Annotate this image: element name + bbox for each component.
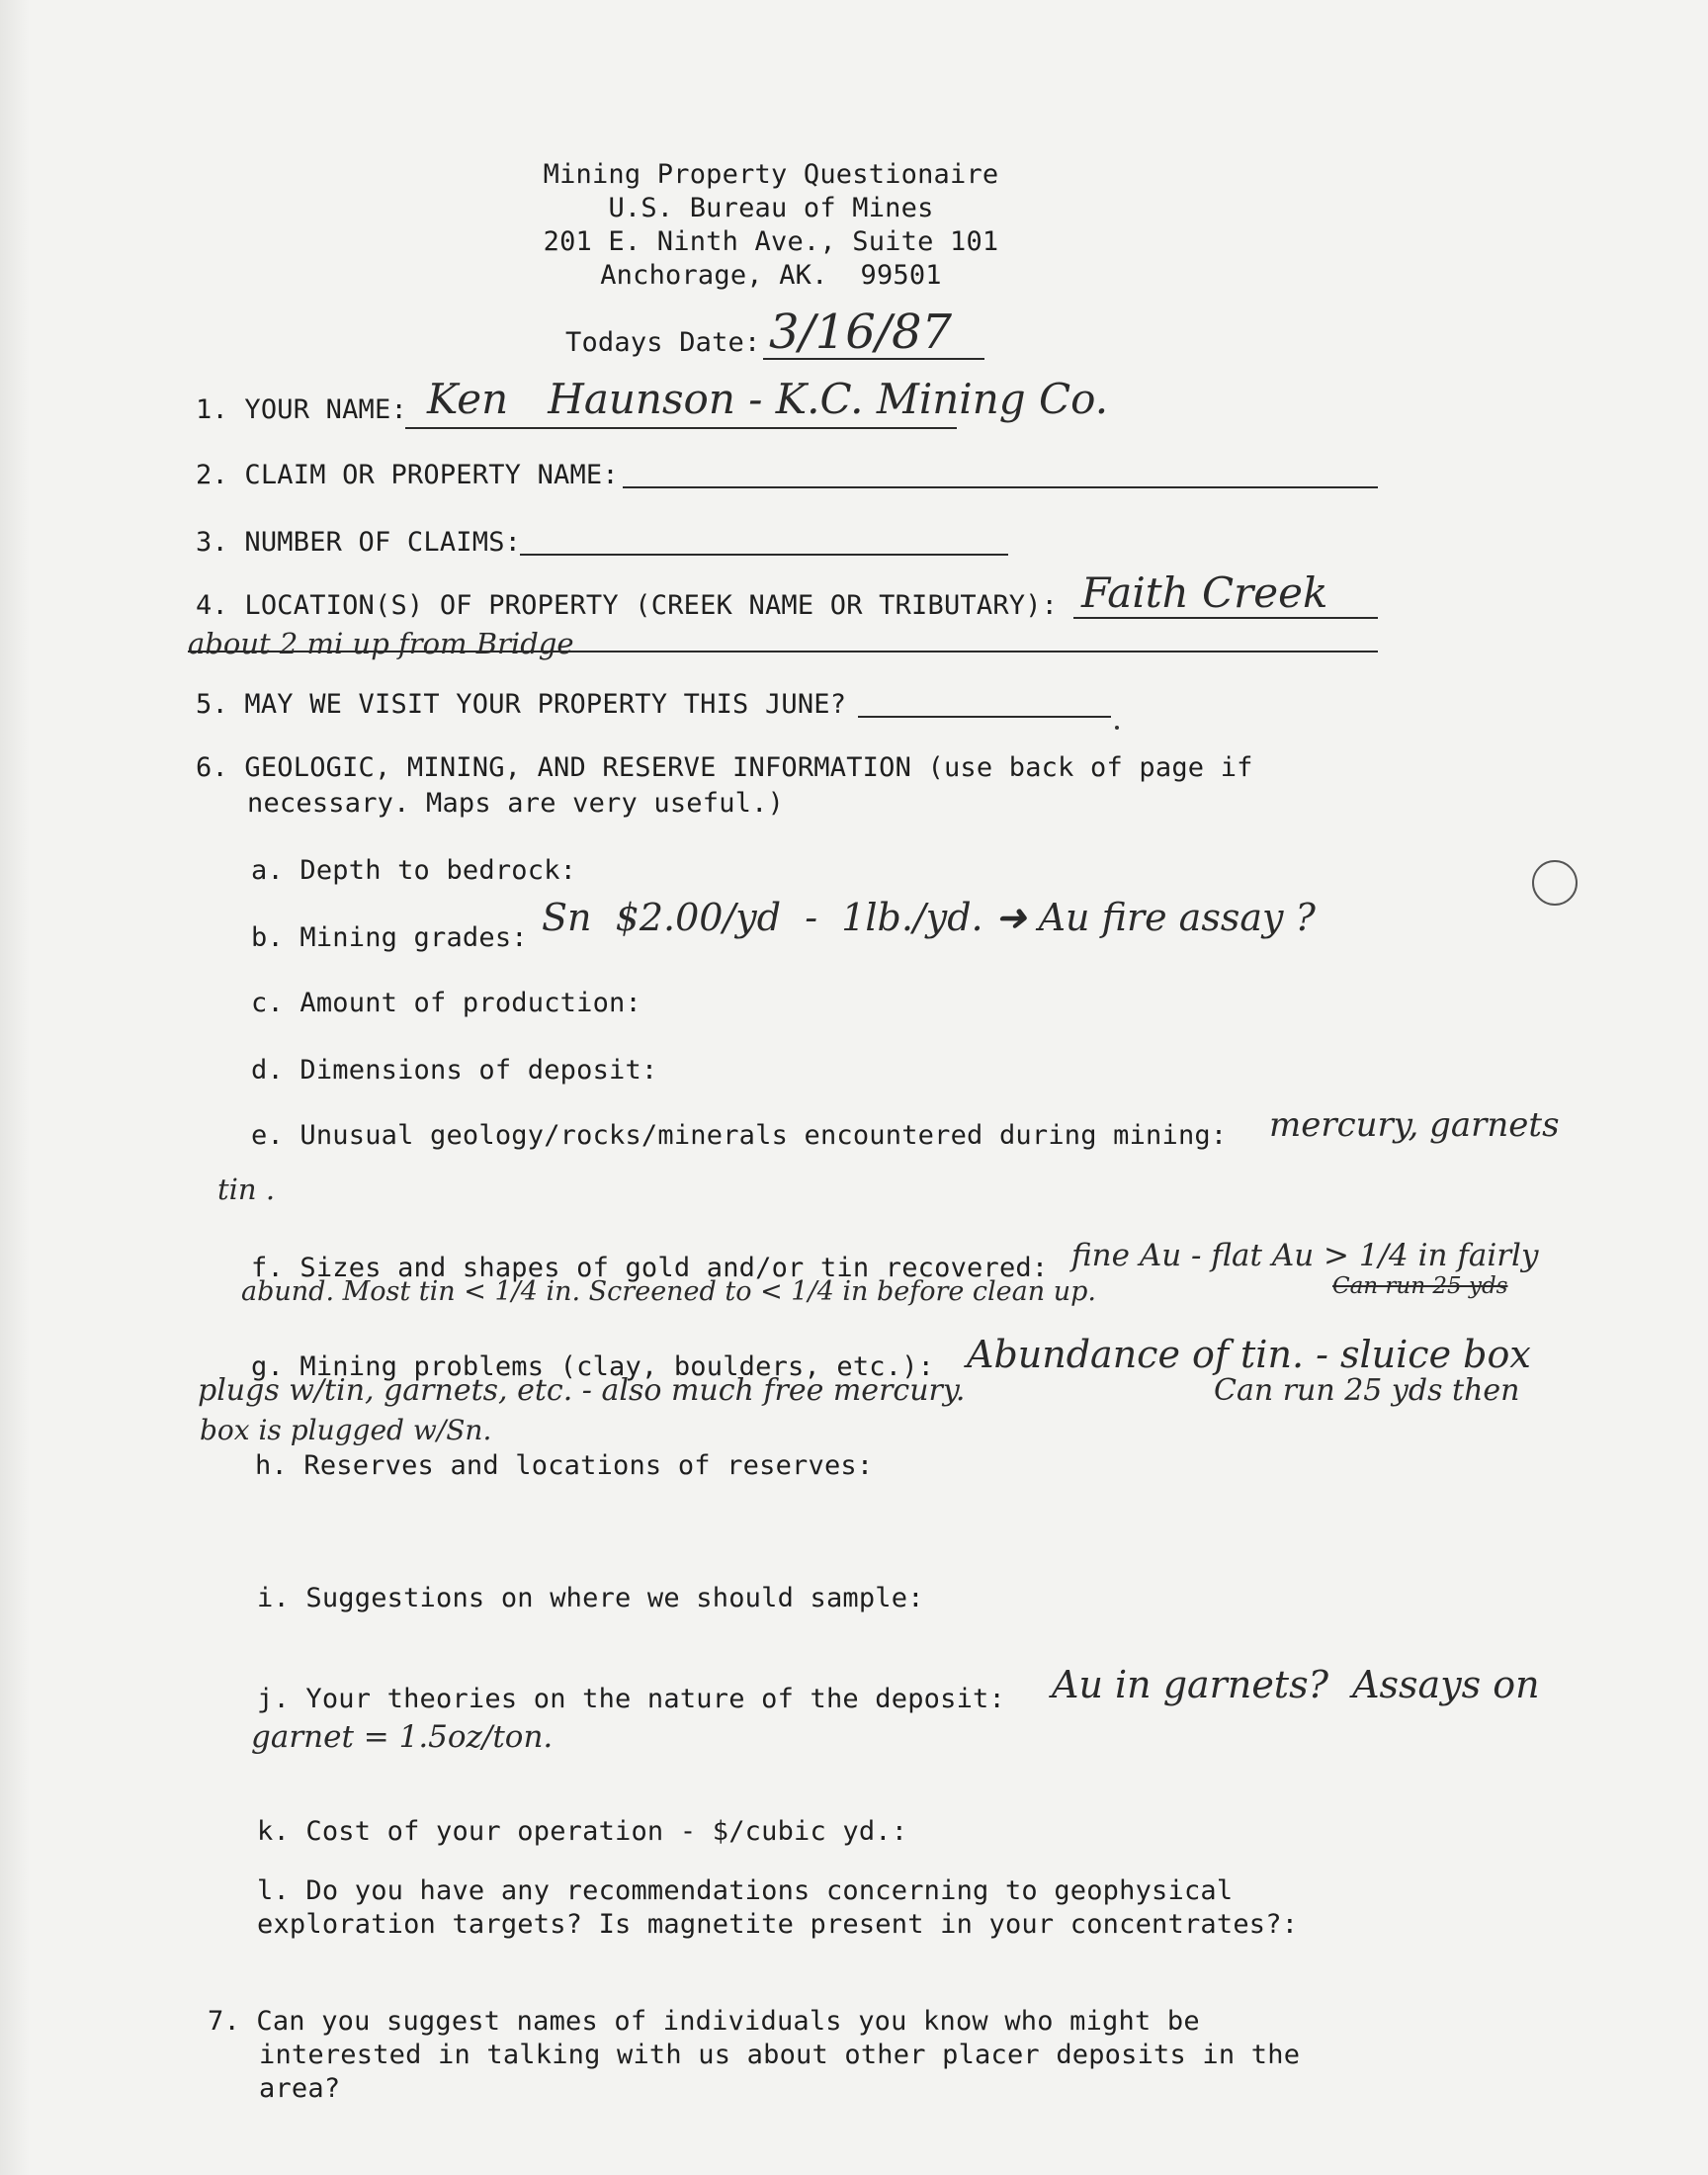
q6f-answer: fine Au - flat Au > 1/4 in fairly <box>1071 1238 1539 1273</box>
q6e-answer-continued: tin . <box>217 1173 276 1206</box>
q7-line-3: area? <box>259 2073 341 2104</box>
circle-mark <box>1532 860 1578 906</box>
q1-line <box>405 427 957 429</box>
q6b-label: b. Mining grades: <box>251 922 528 953</box>
q6h-label: h. Reserves and locations of reserves: <box>255 1450 874 1481</box>
page-edge-shadow <box>0 0 30 2175</box>
q5-line <box>858 716 1111 718</box>
q4-answer-continued: about 2 mi up from Bridge <box>188 627 574 660</box>
date-label: Todays Date: <box>565 327 761 358</box>
date-line <box>763 358 984 360</box>
q6j-label: j. Your theories on the nature of the deposit: <box>257 1684 1005 1714</box>
q6k-label: k. Cost of your operation - $/cubic yd.: <box>257 1816 908 1847</box>
q3-line <box>520 554 1008 556</box>
q7-line-2: interested in talking with us about other placer deposits in the <box>259 2040 1301 2070</box>
q6g-answer: Abundance of tin. - sluice box <box>967 1333 1531 1376</box>
stray-mark <box>1115 726 1119 730</box>
q6i-label: i. Suggestions on where we should sample: <box>257 1583 924 1613</box>
header-agency: U.S. Bureau of Mines <box>608 193 934 223</box>
q6j-answer: Au in garnets? Assays on <box>1052 1663 1540 1706</box>
q2-line <box>623 486 1378 488</box>
q6e-label: e. Unusual geology/rocks/minerals encountered during mining: <box>251 1120 1228 1151</box>
q4-line-2 <box>188 651 1378 652</box>
q4-line <box>1073 617 1378 619</box>
q6l-line-2: exploration targets? Is magnetite present in your concentrates?: <box>257 1909 1299 1940</box>
q6f-answer-continued: abund. Most tin < 1/4 in. Screened to < 1/4 in before clean up. <box>241 1276 1096 1307</box>
q6g-label: g. Mining problems (clay, boulders, etc.): <box>251 1351 935 1382</box>
q6e-answer: mercury, garnets <box>1269 1105 1560 1145</box>
q6d-label: d. Dimensions of deposit: <box>251 1055 658 1086</box>
q1-answer: Ken Haunson - K.C. Mining Co. <box>427 375 1109 423</box>
q6c-label: c. Amount of production: <box>251 988 641 1018</box>
q6g-answer-run: Can run 25 yds then <box>1214 1373 1520 1408</box>
q6-line-2: necessary. Maps are very useful.) <box>247 788 785 819</box>
header-city: Anchorage, AK. 99501 <box>600 260 942 291</box>
header-title: Mining Property Questionaire <box>543 159 999 190</box>
q2-label: 2. CLAIM OR PROPERTY NAME: <box>196 460 619 490</box>
q6j-answer-continued: garnet = 1.5oz/ton. <box>251 1719 554 1755</box>
q6a-label: a. Depth to bedrock: <box>251 855 577 886</box>
q4-label: 4. LOCATION(S) OF PROPERTY (CREEK NAME OR TRIBUTARY): <box>196 590 1059 621</box>
q6b-answer: Sn $2.00/yd - 1lb./yd. ➜ Au fire assay ? <box>542 896 1316 939</box>
q6g-answer-final: box is plugged w/Sn. <box>200 1414 492 1446</box>
q4-answer: Faith Creek <box>1081 568 1328 617</box>
header-street: 201 E. Ninth Ave., Suite 101 <box>543 226 999 257</box>
q7-line-1: 7. Can you suggest names of individuals you know who might be <box>208 2006 1200 2037</box>
q6g-answer-continued: plugs w/tin, garnets, etc. - also much free mercury. <box>198 1373 966 1408</box>
q1-label: 1. YOUR NAME: <box>196 394 407 425</box>
q6l-line-1: l. Do you have any recommendations concerning to geophysical <box>257 1875 1234 1906</box>
q3-label: 3. NUMBER OF CLAIMS: <box>196 527 522 558</box>
q6-line-1: 6. GEOLOGIC, MINING, AND RESERVE INFORMATION (use back of page if <box>196 752 1253 783</box>
date-value: 3/16/87 <box>769 304 953 360</box>
q6f-struck-note: Can run 25 yds <box>1332 1273 1508 1299</box>
q6f-label: f. Sizes and shapes of gold and/or tin recovered: <box>251 1253 1049 1283</box>
q5-label: 5. MAY WE VISIT YOUR PROPERTY THIS JUNE? <box>196 689 847 720</box>
